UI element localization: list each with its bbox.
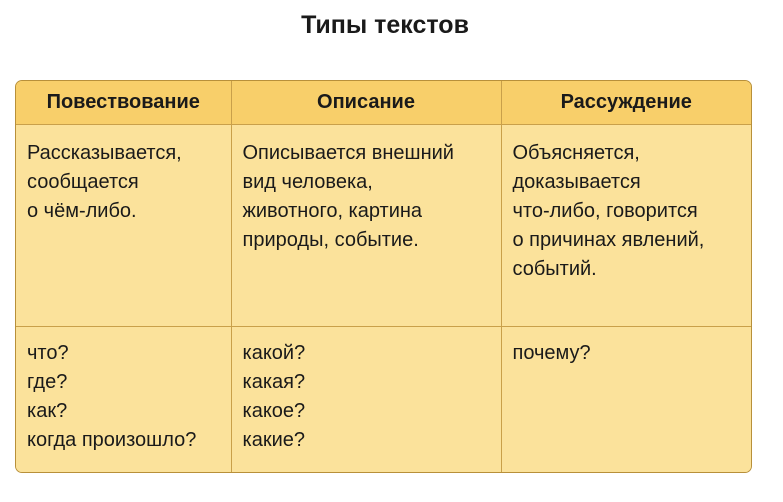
- text-line: животного, картина: [242, 199, 423, 222]
- cell-description-description: [231, 124, 501, 326]
- cell-reasoning-questions: [501, 326, 751, 472]
- text-line: о причинах явлений,: [512, 228, 705, 251]
- question: когда произошло?: [27, 428, 197, 451]
- text-line: что-либо, говорится: [512, 199, 698, 222]
- header-narration: Повествование: [16, 81, 231, 124]
- text-line: вид человека,: [242, 170, 373, 193]
- question: какой?: [242, 341, 306, 364]
- text-line: Объясняется,: [512, 141, 640, 164]
- page-title: Типы текстов: [301, 11, 469, 39]
- text-line: доказывается: [512, 170, 641, 193]
- question: какая?: [242, 370, 306, 393]
- header-row: [16, 81, 751, 124]
- question: какие?: [242, 428, 305, 451]
- text-line: Описывается внешний: [242, 141, 454, 164]
- question: что?: [27, 341, 69, 364]
- header-reasoning: Рассуждение: [501, 81, 751, 124]
- cell-narration-questions: [16, 326, 231, 472]
- text-line: природы, событие.: [242, 228, 419, 251]
- question: почему?: [512, 341, 591, 364]
- questions-row: [16, 326, 751, 472]
- question: как?: [27, 399, 68, 422]
- text-line: Рассказывается,: [27, 141, 182, 164]
- cell-reasoning-description: [501, 124, 751, 326]
- cell-description-questions: [231, 326, 501, 472]
- text-line: сообщается: [27, 170, 139, 193]
- question: где?: [27, 370, 68, 393]
- cell-narration-description: [16, 124, 231, 326]
- description-row: [16, 124, 751, 326]
- header-description: Описание: [231, 81, 501, 124]
- table-grid: [16, 81, 751, 472]
- text-line: о чём-либо.: [27, 199, 137, 222]
- text-types-table: [15, 80, 752, 473]
- question: какое?: [242, 399, 306, 422]
- text-line: событий.: [512, 257, 597, 280]
